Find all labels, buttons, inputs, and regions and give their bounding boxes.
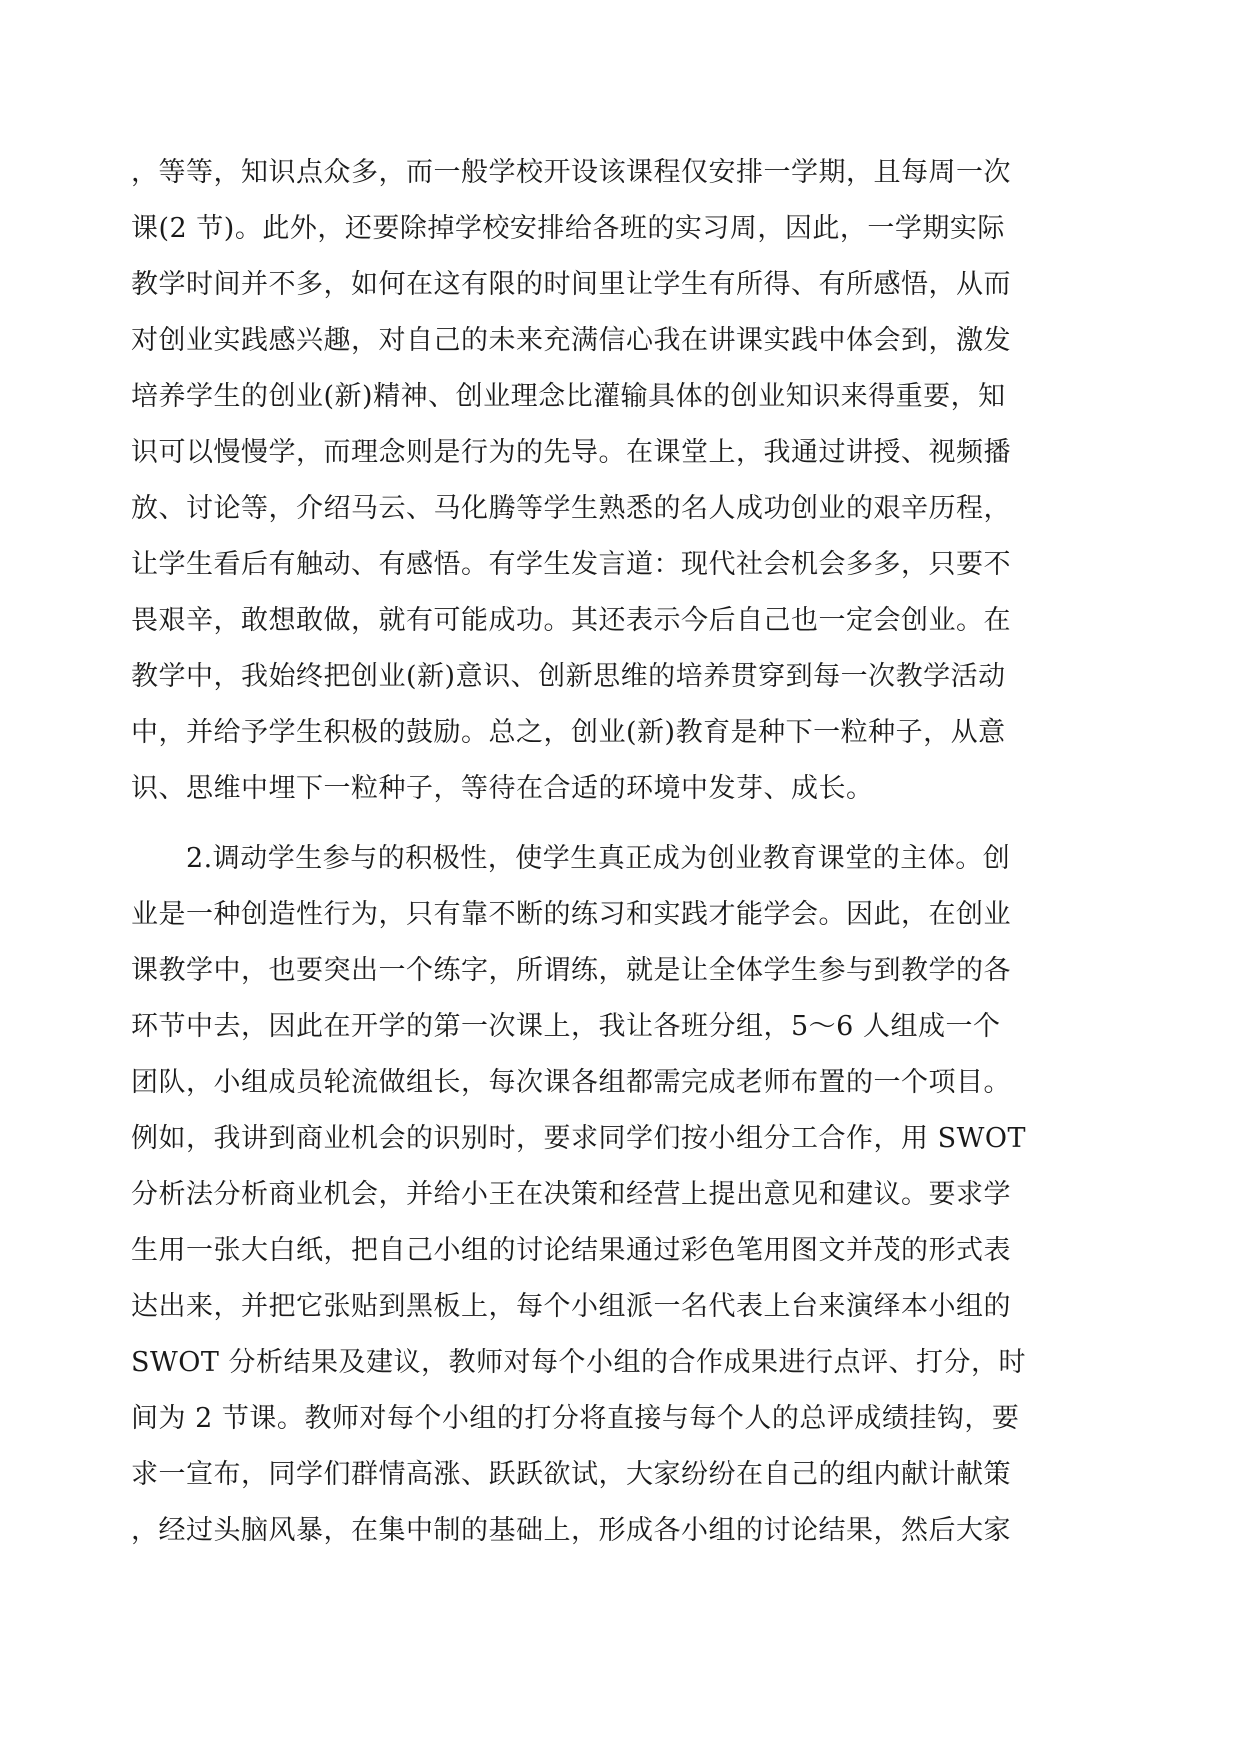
text-line: 生用一张大白纸，把自己小组的讨论结果通过彩色笔用图文并茂的形式表 bbox=[131, 1235, 1011, 1266]
text-line: 对创业实践感兴趣，对自己的未来充满信心我在讲课实践中体会到，激发 bbox=[131, 325, 1011, 356]
text-line: 业是一种创造性行为，只有靠不断的练习和实践才能学会。因此，在创业 bbox=[131, 899, 1011, 930]
text-line: 分析法分析商业机会，并给小王在决策和经营上提出意见和建议。要求学 bbox=[131, 1179, 1011, 1210]
text-line: 求一宣布，同学们群情高涨、跃跃欲试，大家纷纷在自己的组内献计献策 bbox=[131, 1459, 1011, 1490]
text-line: 教学中，我始终把创业(新)意识、创新思维的培养贯穿到每一次教学活动 bbox=[131, 661, 1006, 692]
text-line: 达出来，并把它张贴到黑板上，每个小组派一名代表上台来演绎本小组的 bbox=[131, 1291, 1011, 1322]
text-line: 畏艰辛，敢想敢做，就有可能成功。其还表示今后自己也一定会创业。在 bbox=[131, 605, 1011, 636]
text-line: 2.调动学生参与的积极性，使学生真正成为创业教育课堂的主体。创 bbox=[131, 843, 1011, 874]
text-line: 例如，我讲到商业机会的识别时，要求同学们按小组分工合作，用 SWOT bbox=[131, 1123, 1026, 1154]
text-line: 间为 2 节课。教师对每个小组的打分将直接与每个人的总评成绩挂钩，要 bbox=[131, 1403, 1020, 1434]
text-line: 培养学生的创业(新)精神、创业理念比灌输具体的创业知识来得重要，知 bbox=[131, 381, 1006, 412]
text-line: ，等等，知识点众多，而一般学校开设该课程仅安排一学期，且每周一次 bbox=[131, 157, 1011, 188]
text-line: 让学生看后有触动、有感悟。有学生发言道：现代社会机会多多，只要不 bbox=[131, 549, 1011, 580]
text-line: 课(2 节)。此外，还要除掉学校安排给各班的实习周，因此，一学期实际 bbox=[131, 213, 1005, 244]
text-line: 环节中去，因此在开学的第一次课上，我让各班分组，5～6 人组成一个 bbox=[131, 1011, 1001, 1042]
text-line: 教学时间并不多，如何在这有限的时间里让学生有所得、有所感悟，从而 bbox=[131, 269, 1011, 300]
text-line: 识、思维中埋下一粒种子，等待在合适的环境中发芽、成长。 bbox=[131, 773, 874, 804]
text-line: 中，并给予学生积极的鼓励。总之，创业(新)教育是种下一粒种子，从意 bbox=[131, 717, 1006, 748]
text-line: 识可以慢慢学，而理念则是行为的先导。在课堂上，我通过讲授、视频播 bbox=[131, 437, 1011, 468]
text-line: ，经过头脑风暴，在集中制的基础上，形成各小组的讨论结果，然后大家 bbox=[131, 1515, 1011, 1546]
text-line: 放、讨论等，介绍马云、马化腾等学生熟悉的名人成功创业的艰辛历程， bbox=[131, 493, 1011, 524]
text-line: 团队，小组成员轮流做组长，每次课各组都需完成老师布置的一个项目。 bbox=[131, 1067, 1011, 1098]
text-line: SWOT 分析结果及建议，教师对每个小组的合作成果进行点评、打分，时 bbox=[131, 1347, 1026, 1378]
text-line: 课教学中，也要突出一个练字，所谓练，就是让全体学生参与到教学的各 bbox=[131, 955, 1011, 986]
